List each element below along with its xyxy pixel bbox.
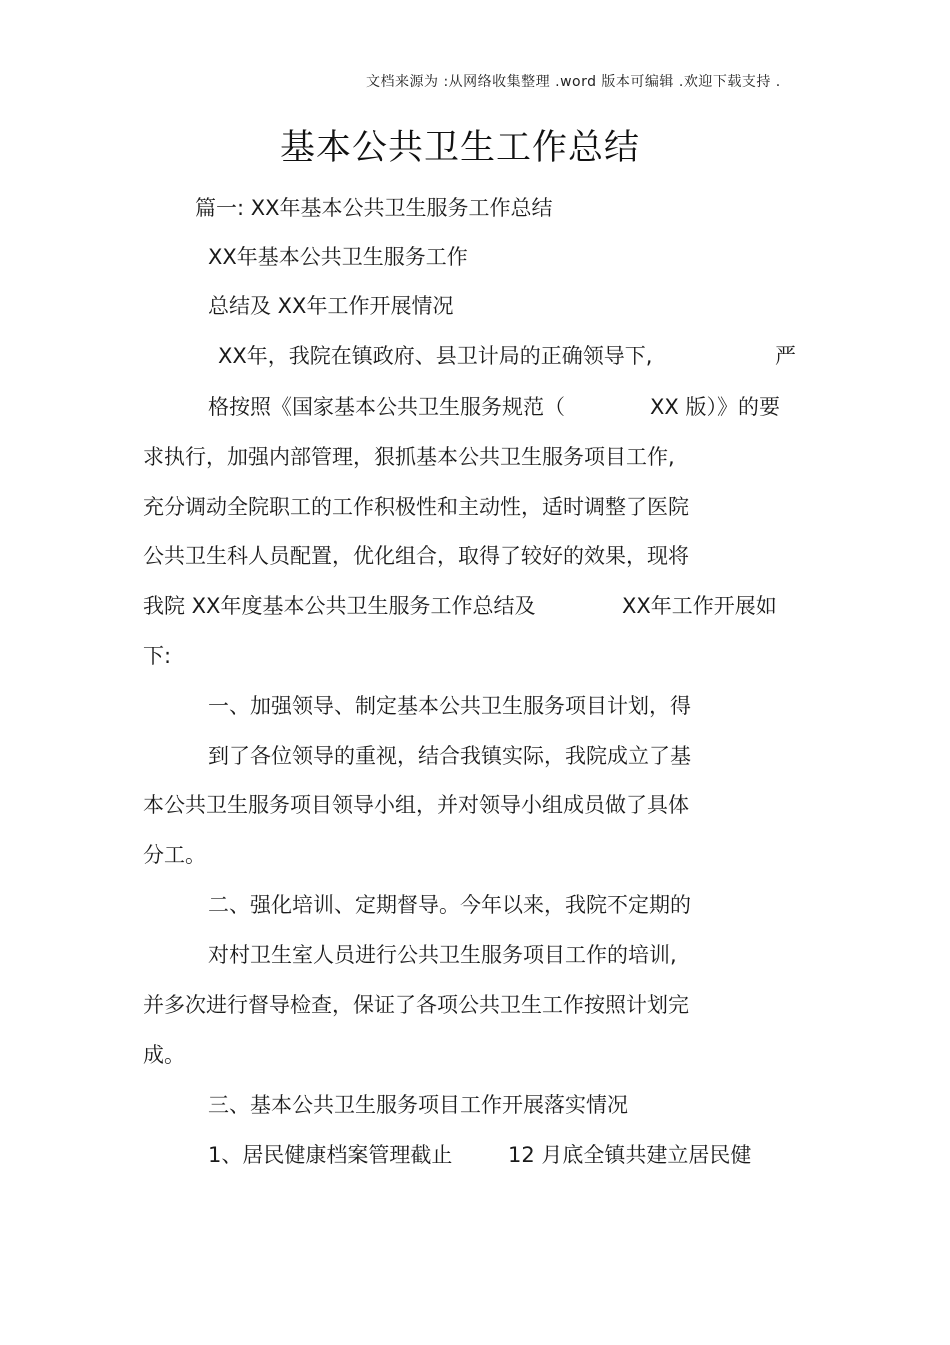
line-text: 格按照《国家基本公共卫生服务规范（ <box>208 395 565 419</box>
line-text: XX年工作开展如 <box>622 594 777 618</box>
line-text: 充分调动全院职工的工作积极性和主动性，适时调整了医院 <box>143 495 689 519</box>
paragraph-line-tail <box>622 591 777 621</box>
subtitle-line <box>208 242 468 272</box>
line-text: 求执行，加强内部管理，狠抓基本公共卫生服务项目工作, <box>143 445 675 469</box>
line-text: 二、强化培训、定期督导。今年以来，我院不定期的 <box>208 893 691 917</box>
line-text: 篇一: XX年基本公共卫生服务工作总结 <box>195 196 553 220</box>
paragraph-line-tail <box>775 341 796 371</box>
line-text: 我院 XX年度基本公共卫生服务工作总结及 <box>143 594 536 618</box>
paragraph-line <box>143 641 171 671</box>
paragraph-line-tail <box>508 1140 751 1170</box>
line-text: 总结及 XX年工作开展情况 <box>208 294 454 318</box>
line-text: 一、加强领导、制定基本公共卫生服务项目计划，得 <box>208 694 691 718</box>
section-heading-1 <box>195 193 553 223</box>
line-text: 并多次进行督导检查，保证了各项公共卫生工作按照计划完 <box>143 993 689 1017</box>
line-text: XX 版）》的要 <box>650 395 780 419</box>
paragraph-line <box>218 341 652 371</box>
subtitle-line <box>208 291 453 321</box>
source-note: 文档来源为 :从网络收集整理 .word 版本可编辑 .欢迎下载支持 . <box>366 74 781 90</box>
paragraph-line <box>143 1040 185 1070</box>
paragraph-line <box>143 990 689 1020</box>
line-text: XX年基本公共卫生服务工作 <box>208 245 468 269</box>
paragraph-line <box>143 492 689 522</box>
line-text: 到了各位领导的重视，结合我镇实际，我院成立了基 <box>208 744 691 768</box>
document-title: 基本公共卫生工作总结 <box>279 128 640 168</box>
paragraph-line-tail <box>650 392 780 422</box>
line-text: XX年，我院在镇政府、县卫计局的正确领导下, <box>218 344 653 368</box>
paragraph-line <box>143 442 675 472</box>
paragraph-line <box>143 840 206 870</box>
line-text: 三、基本公共卫生服务项目工作开展落实情况 <box>208 1093 628 1117</box>
paragraph-line <box>208 392 565 422</box>
section-heading-line <box>208 691 691 721</box>
paragraph-line <box>208 741 691 771</box>
paragraph-line <box>143 541 689 571</box>
paragraph-line <box>208 940 677 970</box>
paragraph-line <box>208 1140 452 1170</box>
line-text: 成。 <box>143 1043 185 1067</box>
line-text: 严 <box>775 344 796 368</box>
line-text: 公共卫生科人员配置，优化组合，取得了较好的效果，现将 <box>143 544 689 568</box>
line-text: 12 月底全镇共建立居民健 <box>508 1143 752 1167</box>
line-text: 对村卫生室人员进行公共卫生服务项目工作的培训, <box>208 943 677 967</box>
paragraph-line <box>143 591 535 621</box>
line-text: 1、居民健康档案管理截止 <box>208 1143 453 1167</box>
line-text: 本公共卫生服务项目领导小组，并对领导小组成员做了具体 <box>143 793 689 817</box>
paragraph-line <box>143 790 689 820</box>
line-text: 分工。 <box>143 843 206 867</box>
section-heading-line <box>208 890 691 920</box>
section-heading-line <box>208 1090 628 1120</box>
line-text: 下: <box>143 644 172 668</box>
